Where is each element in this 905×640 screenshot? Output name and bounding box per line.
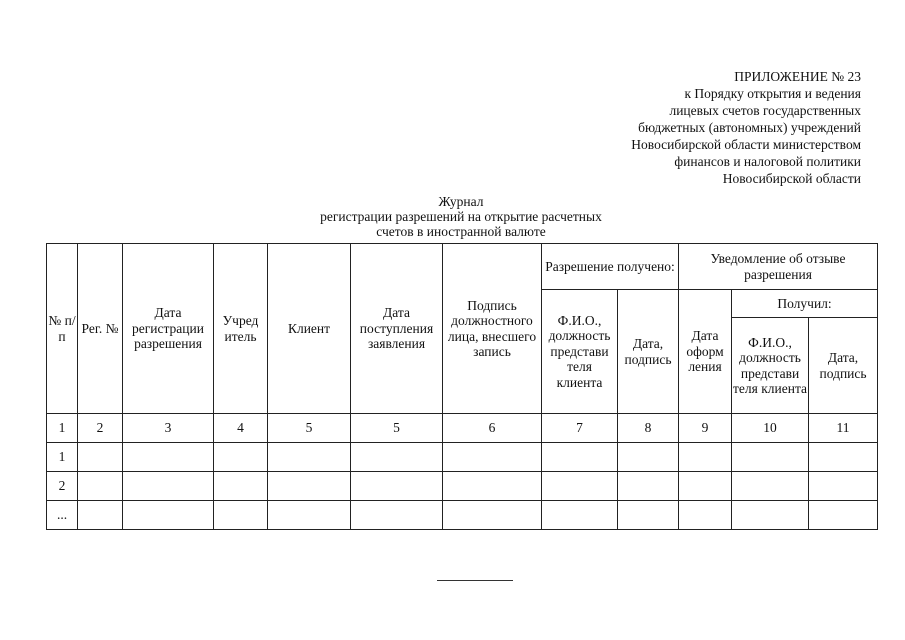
- column-number: 7: [542, 414, 618, 443]
- table-cell: [268, 443, 351, 472]
- table-cell: [443, 501, 542, 530]
- row-number: 2: [47, 472, 78, 501]
- header-receipt-date: Дата поступления заявления: [351, 244, 443, 414]
- table-cell: [78, 443, 123, 472]
- table-cell: [809, 501, 878, 530]
- appendix-line: бюджетных (автономных) учреждений: [638, 120, 861, 135]
- table-row: [47, 501, 878, 530]
- table-cell: [618, 472, 679, 501]
- column-number: 4: [214, 414, 268, 443]
- table-cell: [679, 501, 732, 530]
- header-permission-client-rep: Ф.И.О., должность представи теля клиента: [542, 290, 618, 414]
- table-cell: [618, 443, 679, 472]
- column-number: 11: [809, 414, 878, 443]
- table-row: [47, 443, 878, 472]
- table-cell: [123, 501, 214, 530]
- journal-title-line: Журнал: [438, 194, 484, 209]
- appendix-header: [541, 68, 861, 187]
- table-cell: [351, 443, 443, 472]
- header-permission-group: Разрешение получено:: [542, 244, 679, 290]
- header-permission-date-signature: Дата, подпись: [618, 290, 679, 414]
- header-revocation-notice-group: Уведомление об отзыве разрешения: [679, 244, 878, 290]
- row-number: 1: [47, 443, 78, 472]
- header-notice-issue-date: Дата оформ ления: [679, 290, 732, 414]
- header-received-client-rep: Ф.И.О., должность представи теля клиента: [732, 318, 809, 414]
- column-number: 9: [679, 414, 732, 443]
- appendix-title: ПРИЛОЖЕНИЕ № 23: [734, 69, 861, 84]
- table-cell: [809, 443, 878, 472]
- header-reg-number: Рег. №: [78, 244, 123, 414]
- column-number: 1: [47, 414, 78, 443]
- table-cell: [214, 501, 268, 530]
- header-received-group: Получил:: [732, 290, 878, 318]
- header-received-date-signature: Дата, подпись: [809, 318, 878, 414]
- table-cell: [542, 443, 618, 472]
- table-cell: [732, 501, 809, 530]
- table-row: [47, 472, 878, 501]
- table-cell: [123, 443, 214, 472]
- table-cell: [443, 443, 542, 472]
- table-cell: [268, 501, 351, 530]
- header-client: Клиент: [268, 244, 351, 414]
- column-number: 8: [618, 414, 679, 443]
- header-official-signature: Подпись должностного лица, внесшего запись: [443, 244, 542, 414]
- table-cell: [214, 443, 268, 472]
- appendix-line: к Порядку открытия и ведения: [684, 86, 861, 101]
- journal-title: [0, 194, 905, 239]
- table-cell: [351, 501, 443, 530]
- header-registration-date: Дата регистрации разрешения: [123, 244, 214, 414]
- column-number: 5: [268, 414, 351, 443]
- table-cell: [618, 501, 679, 530]
- column-number: 5: [351, 414, 443, 443]
- table-cell: [542, 472, 618, 501]
- table-cell: [268, 472, 351, 501]
- journal-subtitle-line: регистрации разрешений на открытие расчетных: [320, 209, 602, 224]
- journal-table: [46, 243, 878, 530]
- table-cell: [679, 472, 732, 501]
- appendix-line: финансов и налоговой политики: [674, 154, 861, 169]
- table-cell: [78, 501, 123, 530]
- header-num: № п/п: [47, 244, 78, 414]
- footer-divider: [437, 580, 513, 581]
- table-cell: [214, 472, 268, 501]
- appendix-line: Новосибирской области министерством: [631, 137, 861, 152]
- table-cell: [732, 472, 809, 501]
- table-cell: [123, 472, 214, 501]
- column-number: 10: [732, 414, 809, 443]
- table-cell: [679, 443, 732, 472]
- table-cell: [809, 472, 878, 501]
- row-number: ...: [47, 501, 78, 530]
- column-number: 6: [443, 414, 542, 443]
- table-cell: [351, 472, 443, 501]
- appendix-line: лицевых счетов государственных: [669, 103, 861, 118]
- journal-subtitle-line: счетов в иностранной валюте: [376, 224, 546, 239]
- appendix-line: Новосибирской области: [722, 171, 861, 186]
- table-cell: [443, 472, 542, 501]
- column-number: 3: [123, 414, 214, 443]
- table-cell: [542, 501, 618, 530]
- table-cell: [78, 472, 123, 501]
- table-cell: [732, 443, 809, 472]
- column-number-row: [47, 414, 878, 443]
- header-founder: Учред итель: [214, 244, 268, 414]
- column-number: 2: [78, 414, 123, 443]
